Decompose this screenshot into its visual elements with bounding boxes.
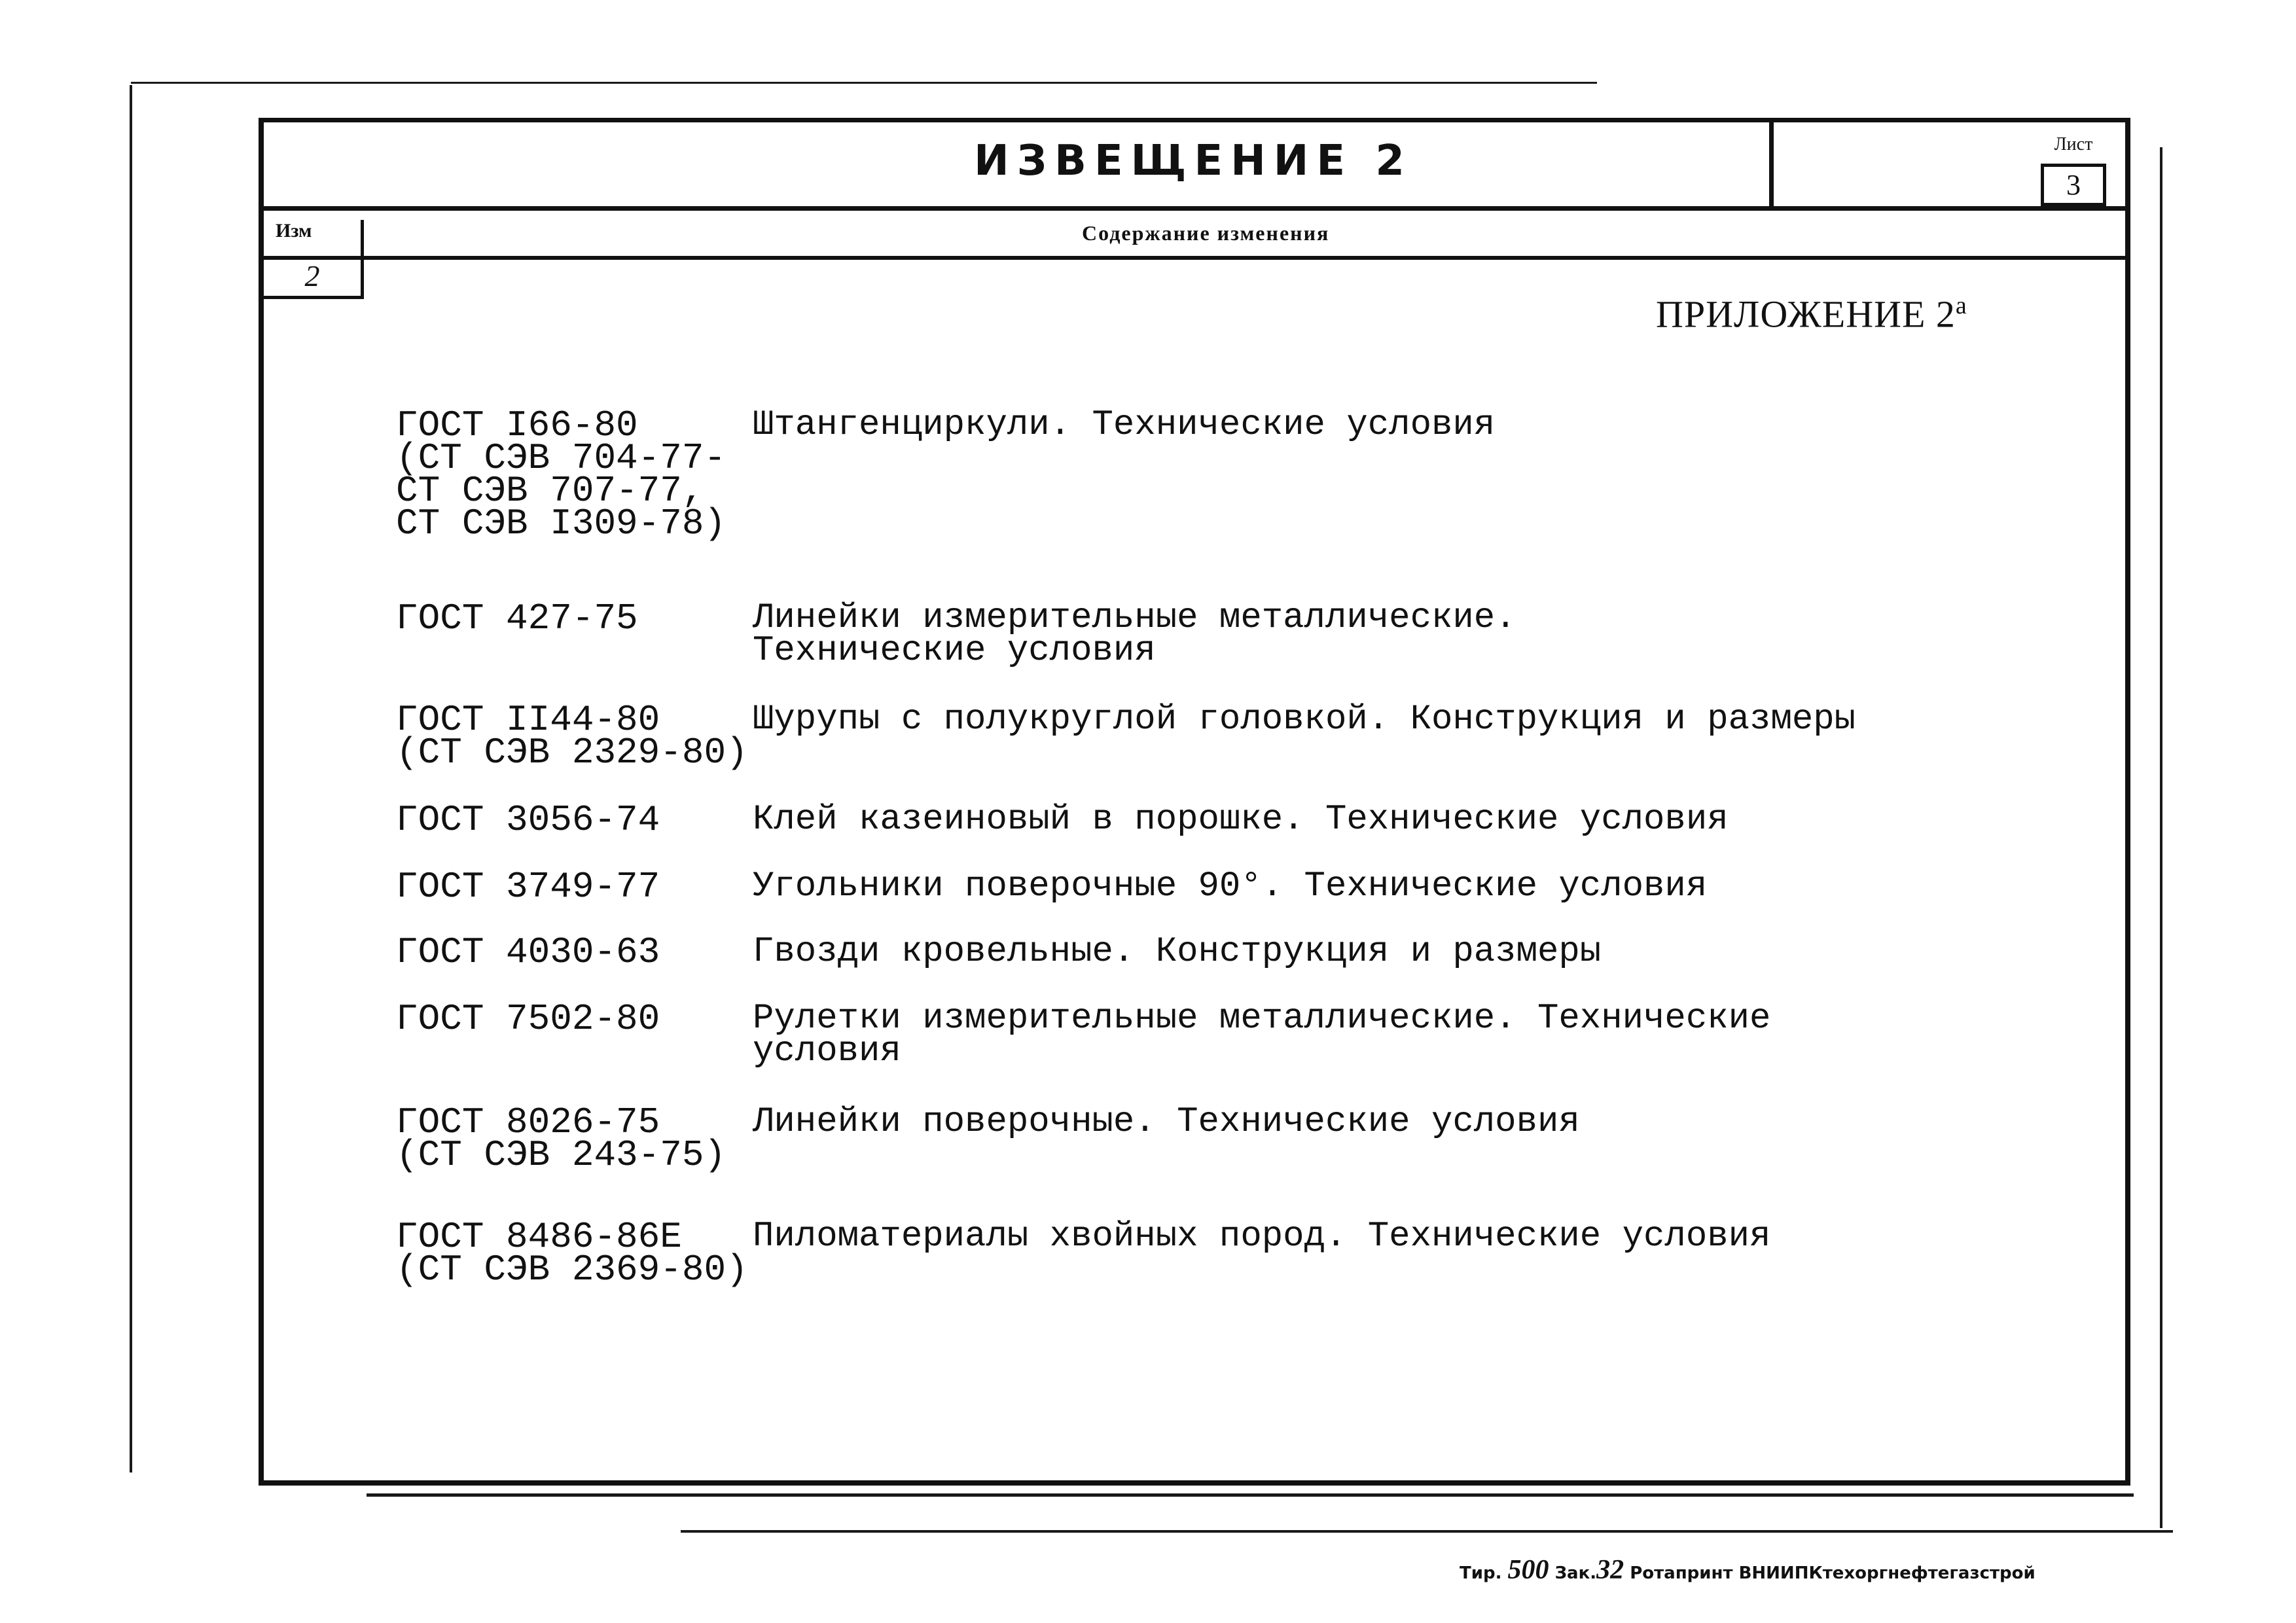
title-row: [264, 122, 2125, 211]
bottom-inner-rule: [367, 1493, 2134, 1497]
standard-code: ГОСТ 7502-80: [396, 998, 660, 1040]
footer-order: 32: [1596, 1555, 1624, 1585]
footer-order-label: Зак.: [1554, 1563, 1597, 1583]
title-separator: [1769, 122, 1774, 211]
appendix-superscript: а: [1955, 292, 1967, 319]
izm-column-divider: [361, 220, 364, 260]
right-edge-rule: [2160, 147, 2162, 1528]
standard-code: ГОСТ 3056-74: [396, 799, 660, 841]
standard-code: ГОСТ 427-75: [396, 597, 638, 639]
footer-printer: Ротапринт ВНИИПКтехоргнефтегазстрой: [1630, 1563, 2036, 1583]
standard-code: ГОСТ I66-80 (СТ СЭВ 704-77- СТ СЭВ 707-77, СТ СЭВ I309-78): [396, 404, 726, 544]
sheet-number: 3: [2041, 164, 2106, 206]
sheet-label: Лист: [2054, 134, 2093, 154]
footer-prefix: Тир.: [1460, 1563, 1502, 1583]
column-header-row: [264, 211, 2125, 260]
standard-description: Рулетки измерительные металлические. Технические условия: [753, 999, 1771, 1071]
izm-column-label: Изм: [276, 220, 312, 241]
top-edge-rule: [131, 82, 1597, 84]
left-edge-rule: [130, 85, 132, 1472]
content-column-label: Содержание изменения: [1082, 221, 1330, 245]
standard-description: Линейки поверочные. Технические условия: [753, 1102, 1580, 1142]
standard-code: ГОСТ 8026-75 (СТ СЭВ 243-75): [396, 1101, 726, 1176]
standard-description: Гвозди кровельные. Конструкция и размеры: [753, 932, 1602, 972]
appendix-heading: [1656, 291, 1967, 336]
standard-description: Угольники поверочные 90°. Технические условия: [753, 866, 1708, 906]
standard-code: ГОСТ 8486-86Е (СТ СЭВ 2369-80): [396, 1216, 748, 1291]
standard-description: Пиломатериалы хвойных пород. Технические условия: [753, 1217, 1771, 1257]
standard-description: Штангенциркули. Технические условия: [753, 405, 1496, 445]
standard-code: ГОСТ 4030-63: [396, 931, 660, 973]
print-footer: [1460, 1554, 2036, 1586]
izm-number: 2: [264, 260, 364, 299]
standard-description: Шурупы с полукруглой головкой. Конструкция и размеры: [753, 700, 1856, 740]
footer-tirage: 500: [1507, 1555, 1549, 1585]
appendix-label: ПРИЛОЖЕНИЕ 2: [1656, 293, 1956, 336]
bottom-edge-rule: [681, 1530, 2173, 1533]
standard-description: Клей казеиновый в порошке. Технические условия: [753, 800, 1729, 840]
standard-code: ГОСТ II44-80 (СТ СЭВ 2329-80): [396, 699, 748, 774]
notice-title: ИЗВЕЩЕНИЕ 2: [974, 137, 1412, 185]
standard-code: ГОСТ 3749-77: [396, 866, 660, 908]
standard-description: Линейки измерительные металлические. Технические условия: [753, 598, 1516, 671]
